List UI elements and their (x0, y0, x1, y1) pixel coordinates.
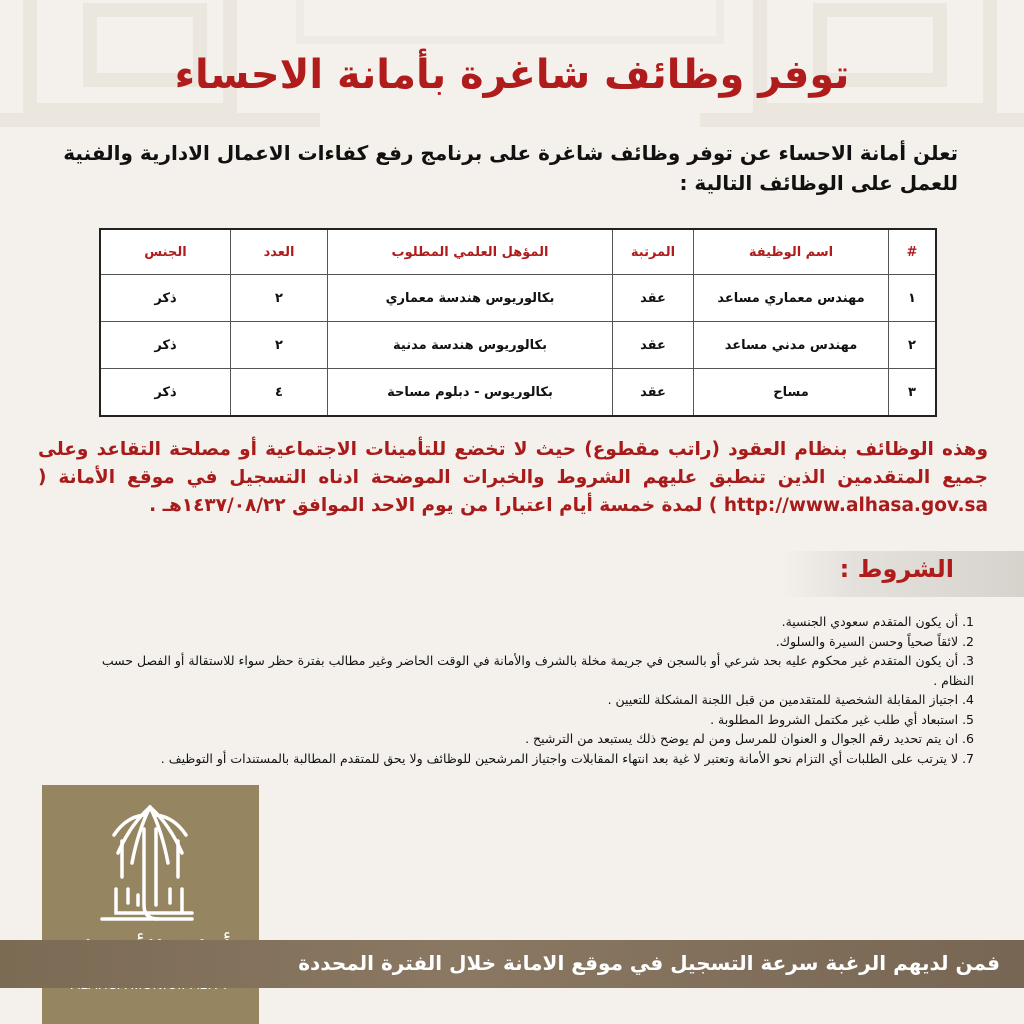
cell-number: ٣ (889, 369, 937, 417)
condition-item: 5. استبعاد أي طلب غير مكتمل الشروط المطلوبة . (710, 711, 974, 727)
jobs-table (99, 228, 937, 417)
cell-count: ٢ (231, 322, 328, 369)
cell-grade: عقد (613, 322, 694, 369)
website-link[interactable]: http://www.alhasa.gov.sa (723, 495, 988, 516)
cell-job-title: مساح (694, 369, 889, 417)
table-row (100, 322, 936, 369)
condition-item: 2. لائقاً صحياً وحسن السيرة والسلوك. (775, 633, 974, 649)
header-grade: المرتبة (613, 229, 694, 275)
cell-gender: ذكر (100, 322, 231, 369)
cell-job-title: مهندس مدني مساعد (694, 322, 889, 369)
intro-text: تعلن أمانة الاحساء عن توفر وظائف شاغرة على برنامج رفع كفاءات الاعمال الادارية والفنية للعمل على الوظائف التالية : (63, 141, 958, 195)
condition-item: 4. اجتياز المقابلة الشخصية للمتقدمين من قبل اللجنة المشكلة للتعيين . (607, 692, 974, 707)
cell-count: ٢ (231, 275, 328, 322)
header-number: # (889, 229, 937, 275)
cell-job-title: مهندس معماري مساعد (694, 275, 889, 322)
cell-number: ١ (889, 275, 937, 322)
cell-number: ٢ (889, 322, 937, 369)
header-qualification: المؤهل العلمي المطلوب (328, 229, 613, 275)
cell-gender: ذكر (100, 369, 231, 417)
cell-grade: عقد (613, 369, 694, 417)
conditions-list (74, 612, 974, 768)
condition-item: 6. ان يتم تحديد رقم الجوال و العنوان للمرسل ومن لم يوضح ذلك يستبعد من الترشيح . (525, 731, 974, 746)
table-header-row (100, 229, 936, 275)
notice-text-before: وهذه الوظائف بنظام العقود (راتب مقطوع) حيث لا تخضع للتأمينات الاجتماعية أو مصلحة التقاعد وعلى جميع المتقدمين الذين تنطبق عليهم الشروط والخبرات الموضحة ادناه التسجيل في موقع الأمانة ( (38, 439, 988, 488)
palm-tree-logo-icon (42, 785, 259, 935)
condition-item: 1. أن يكون المتقدم سعودي الجنسية. (781, 614, 974, 629)
cell-grade: عقد (613, 275, 694, 322)
condition-item: 3. أن يكون المتقدم غير محكوم عليه بحد شرعي أو بالسجن في جريمة مخلة بالشرف والأمانة في الوقت الحاضر وغير مطالب بفترة حظر سواء للاستقالة أو الفصل حسب النظام . (101, 653, 974, 688)
cell-gender: ذكر (100, 275, 231, 322)
footer-text: فمن لديهم الرغبة سرعة التسجيل في موقع الامانة خلال الفترة المحددة (298, 951, 1000, 975)
cell-qualification: بكالوريوس - دبلوم مساحة (328, 369, 613, 417)
municipality-logo (42, 785, 259, 1024)
header-job-title: اسم الوظيفة (694, 229, 889, 275)
header-gender: الجنس (100, 229, 231, 275)
cell-count: ٤ (231, 369, 328, 417)
cell-qualification: بكالوريوس هندسة مدنية (328, 322, 613, 369)
notice-paragraph (38, 436, 988, 520)
conditions-title: الشروط : (839, 555, 954, 583)
header-count: العدد (231, 229, 328, 275)
page-title: توفر وظائف شاغرة بأمانة الاحساء (174, 52, 850, 98)
table-row (100, 369, 936, 417)
condition-item: 7. لا يترتب على الطلبات أي التزام نحو الأمانة وتعتبر لا غية بعد انتهاء المقابلات واجتياز المرشحين للوظائف ولا يحق للمتقدم المطالبة بالمستندات أو التوظيف . (160, 750, 974, 766)
notice-text-after: ) لمدة خمسة أيام اعتبارا من يوم الاحد الموافق ١٤٣٧/٠٨/٢٢هـ . (149, 495, 718, 516)
cell-qualification: بكالوريوس هندسة معماري (328, 275, 613, 322)
table-row (100, 275, 936, 322)
